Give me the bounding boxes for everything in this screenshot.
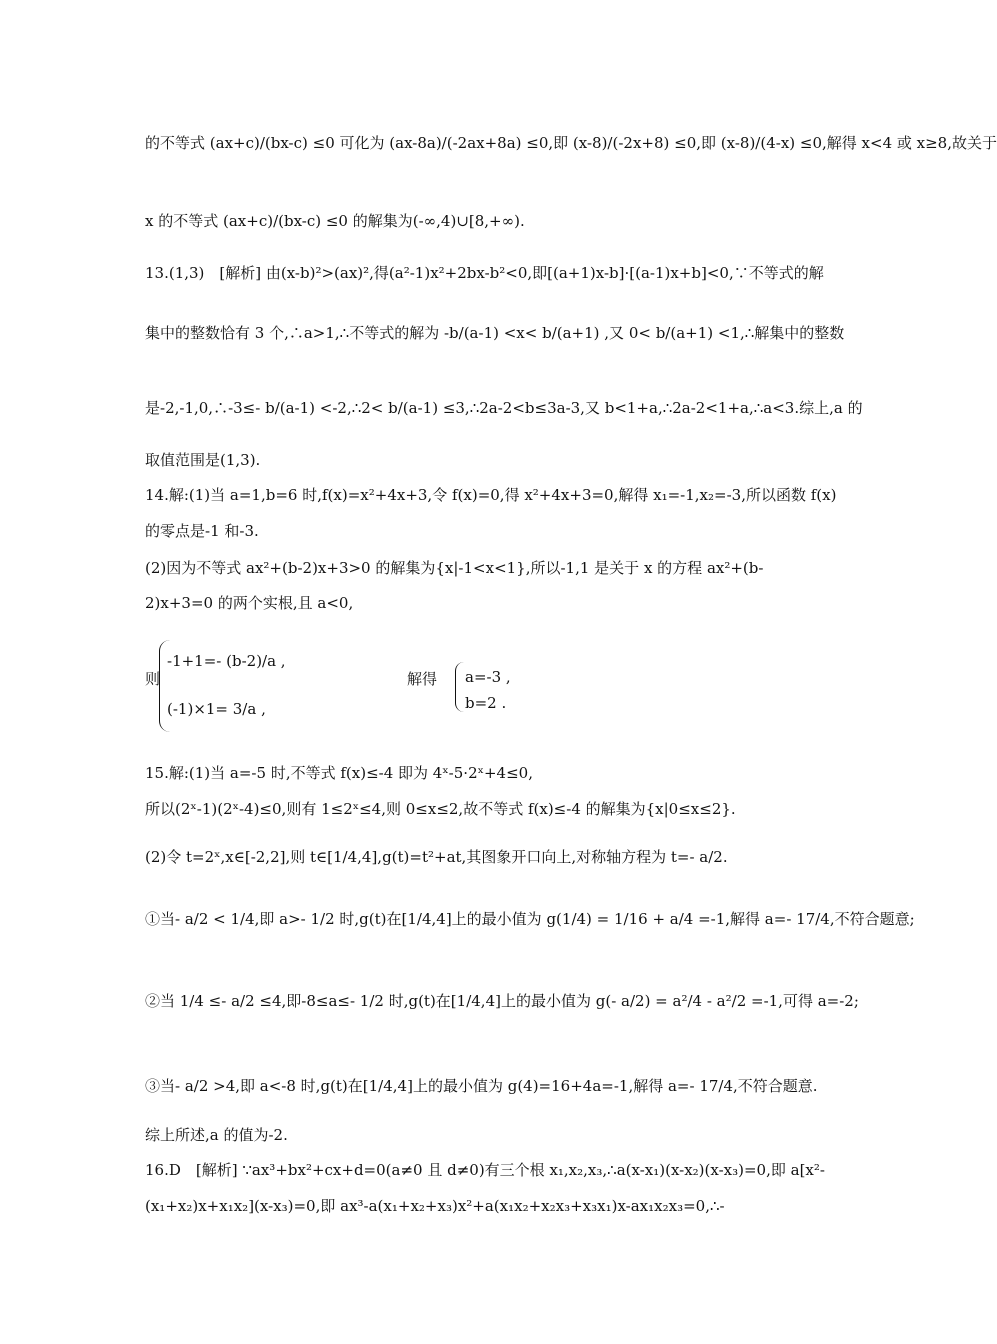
system-equation-2: (-1)×1= 3/a , — [167, 700, 266, 718]
solve-label: 解得 — [407, 670, 438, 688]
text-line-content: (x₁+x₂)x+x₁x₂](x-x₃)=0,即 ax³-a(x₁+x₂+x₃)x²+a(x₁x₂+x₂x₃+x₃x₁)x-ax₁x₂x₃=0,∴- — [145, 1197, 725, 1215]
text-line — [145, 592, 805, 614]
text-line — [145, 762, 805, 784]
text-line — [145, 520, 805, 542]
right-brace-icon — [455, 662, 464, 712]
text-line — [145, 1195, 805, 1217]
text-line-content: 2)x+3=0 的两个实根,且 a<0, — [145, 594, 354, 612]
text-line — [145, 557, 805, 579]
text-line — [145, 1124, 805, 1146]
solution-a: a=-3 , — [465, 668, 511, 686]
text-line-content: 集中的整数恰有 3 个,∴a>1,∴不等式的解为 -b/(a-1) <x< b/(a+1) ,又 0< b/(a+1) <1,∴解集中的整数 — [145, 324, 845, 342]
text-line — [145, 132, 997, 154]
text-line-content: 13.(1,3) [解析] 由(x-b)²>(ax)²,得(a²-1)x²+2bx-b²<0,即[(a+1)x-b]·[(a-1)x+b]<0,∵不等式的解 — [145, 264, 824, 282]
text-line-content: 15.解:(1)当 a=-5 时,不等式 f(x)≤-4 即为 4ˣ-5·2ˣ+4≤0, — [145, 764, 533, 782]
text-line-content: (2)因为不等式 ax²+(b-2)x+3>0 的解集为{x|-1<x<1},所以-1,1 是关于 x 的方程 ax²+(b- — [145, 559, 764, 577]
text-line-content: 所以(2ˣ-1)(2ˣ-4)≤0,则有 1≤2ˣ≤4,则 0≤x≤2,故不等式 f(x)≤-4 的解集为{x|0≤x≤2}. — [145, 800, 736, 818]
text-line-content: ③当- a/2 >4,即 a<-8 时,g(t)在[1/4,4]上的最小值为 g(4)=16+4a=-1,解得 a=- 17/4,不符合题意. — [145, 1077, 818, 1095]
text-line — [145, 484, 837, 506]
text-line — [145, 990, 859, 1012]
text-line-content: ①当- a/2 < 1/4,即 a>- 1/2 时,g(t)在[1/4,4]上的最小值为 g(1/4) = 1/16 + a/4 =-1,解得 a=- 17/4,不符合题意; — [145, 910, 915, 928]
text-line-content: 是-2,-1,0,∴-3≤- b/(a-1) <-2,∴2< b/(a-1) ≤3,∴2a-2<b≤3a-3,又 b<1+a,∴2a-2<1+a,∴a<3.综上,a 的 — [145, 399, 863, 417]
solution-b: b=2 . — [465, 694, 507, 712]
text-line — [145, 322, 845, 344]
text-line-content: 的零点是-1 和-3. — [145, 522, 259, 540]
text-line-content: 16.D [解析] ∵ax³+bx²+cx+d=0(a≠0 且 d≠0)有三个根 x₁,x₂,x₃,∴a(x-x₁)(x-x₂)(x-x₃)=0,即 a[x²- — [145, 1161, 825, 1179]
text-line-content: ②当 1/4 ≤- a/2 ≤4,即-8≤a≤- 1/2 时,g(t)在[1/4,4]上的最小值为 g(- a/2) = a²/4 - a²/2 =-1,可得 a=-2; — [145, 992, 859, 1010]
text-line-content: 综上所述,a 的值为-2. — [145, 1126, 288, 1144]
text-line — [145, 262, 824, 284]
equation-system — [145, 636, 805, 736]
text-line — [145, 846, 805, 868]
text-line — [145, 798, 805, 820]
text-line-content: 的不等式 (ax+c)/(bx-c) ≤0 可化为 (ax-8a)/(-2ax+8a) ≤0,即 (x-8)/(-2x+8) ≤0,即 (x-8)/(4-x) ≤0,解得 x<4 或 x≥8,故关于 — [145, 134, 997, 152]
text-line — [145, 397, 863, 419]
system-equation-1: -1+1=- (b-2)/a , — [167, 652, 286, 670]
text-line-content: 14.解:(1)当 a=1,b=6 时,f(x)=x²+4x+3,令 f(x)=0,得 x²+4x+3=0,解得 x₁=-1,x₂=-3,所以函数 f(x) — [145, 486, 837, 504]
text-line — [145, 1075, 818, 1097]
text-line — [145, 449, 805, 471]
text-line — [145, 908, 915, 930]
text-line-content: x 的不等式 (ax+c)/(bx-c) ≤0 的解集为(-∞,4)∪[8,+∞). — [145, 212, 525, 230]
text-line-content: (2)令 t=2ˣ,x∈[-2,2],则 t∈[1/4,4],g(t)=t²+at,其图象开口向上,对称轴方程为 t=- a/2. — [145, 848, 728, 866]
text-line-content: 取值范围是(1,3). — [145, 451, 261, 469]
text-line — [145, 1159, 825, 1181]
text-line — [145, 210, 805, 232]
system-label: 则 — [145, 670, 161, 688]
